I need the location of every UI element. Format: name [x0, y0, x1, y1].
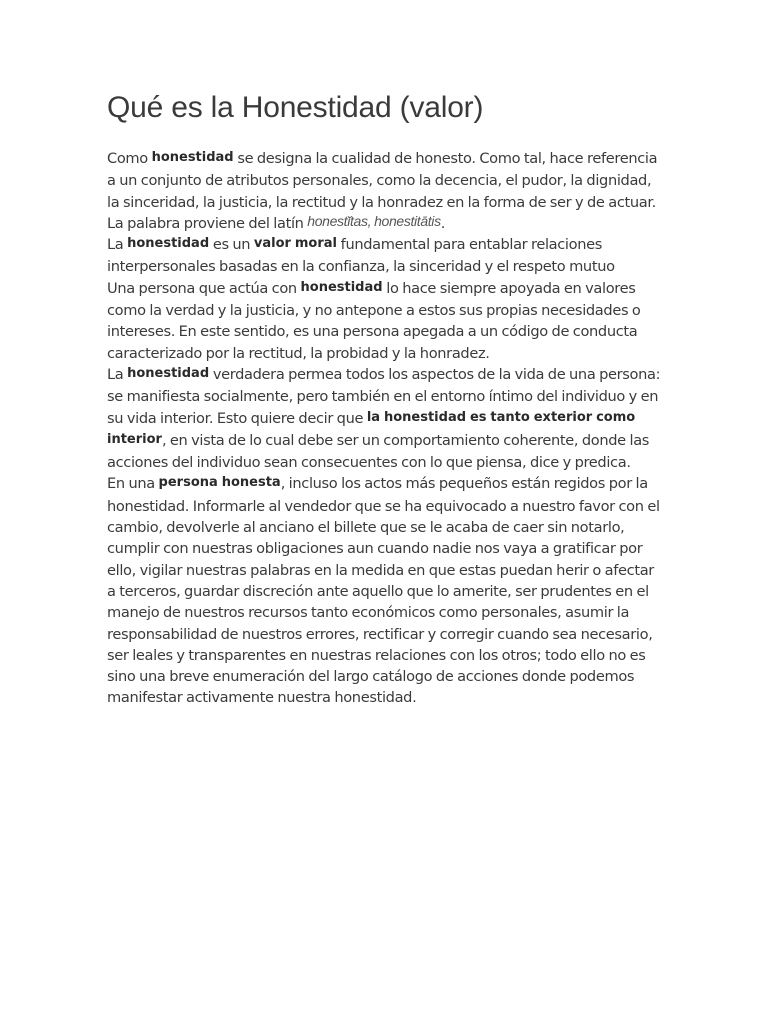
- bold-term: honestidad: [127, 365, 210, 381]
- text-span: .: [440, 214, 446, 232]
- text-span: Una persona que actúa con: [107, 279, 301, 297]
- bold-term: persona honesta: [158, 475, 281, 491]
- text-span: Como: [107, 150, 152, 167]
- latin-term: honestitātis: [374, 212, 441, 229]
- text-span: es un: [209, 236, 254, 254]
- text-span: verdadera permea todos los aspectos de la vida de una persona: se manifiesta socialmente, pero también en el entorno íntimo del individuo y en su vida interior. Esto quiere decir que: [107, 365, 661, 427]
- bold-term: honestidad: [300, 279, 383, 295]
- text-span: ,: [367, 212, 375, 229]
- paragraph-small-acts: [107, 473, 663, 708]
- bold-term: valor moral: [253, 236, 337, 252]
- text-span: La: [107, 365, 128, 383]
- bold-term: honestidad: [127, 236, 210, 252]
- text-span: fundamental para entablar relaciones interpersonales basadas en la confianza, la sinceridad y el respeto mutuo: [107, 236, 615, 276]
- bold-term: la honestidad es tanto exterior como interior: [107, 409, 636, 447]
- text-span: , en vista de lo cual debe ser un comportamiento coherente, donde las acciones del individuo sean consecuentes con lo que piensa, dice y predica.: [107, 431, 650, 472]
- latin-term: honestĭtas: [307, 212, 368, 229]
- text-span: La: [107, 236, 128, 254]
- text-span: En una: [107, 475, 159, 493]
- text-span: , incluso los actos más pequeños están regidos por la honestidad. Informarle al vendedor que se ha equivocado a nuestro favor con el cambio, devolverle al anciano el billete que se le acaba de caer sin notarlo, cumplir con nuestras obligaciones aun cuando nadie nos vaya a gratificar por ello, vigilar nuestras palabras en la medida en que estas puedan herir o afectar a terceros, guardar discreción ante aquello que lo amerite, ser prudentes en el manejo de nuestros recursos tanto económicos como personales, asumir la responsabilidad de nuestros errores, rectificar y corregir cuando sea necesario, ser leales y transparentes en nuestras relaciones con los otros; todo ello no es sino una breve enumeración del largo catálogo de acciones donde podemos manifestar activamente nuestra honestidad.: [107, 475, 660, 707]
- paragraph-definition: [107, 148, 663, 234]
- text-span: lo hace siempre apoyada en valores como la verdad y la justicia, y no antepone a estos sus propias necesidades o intereses. En este sentido, es una persona apegada a un código de conducta caracterizado por la rectitud, la probidad y la honradez.: [107, 279, 641, 362]
- bold-term: honestidad: [151, 150, 234, 165]
- paragraph-honest-person: [107, 278, 663, 364]
- paragraph-true-honesty: [107, 364, 663, 473]
- text-span: se designa la cualidad de honesto. Como tal, hace referencia a un conjunto de atributos personales, como la decencia, el pudor, la dignidad, la sinceridad, la justicia, la rectitud y la honradez en la forma de ser y de actuar. La palabra proviene del latín: [107, 150, 658, 232]
- page-title: Qué es la Honestidad (valor): [107, 91, 484, 124]
- document-body: [107, 88, 663, 709]
- paragraph-moral-value: [107, 234, 663, 278]
